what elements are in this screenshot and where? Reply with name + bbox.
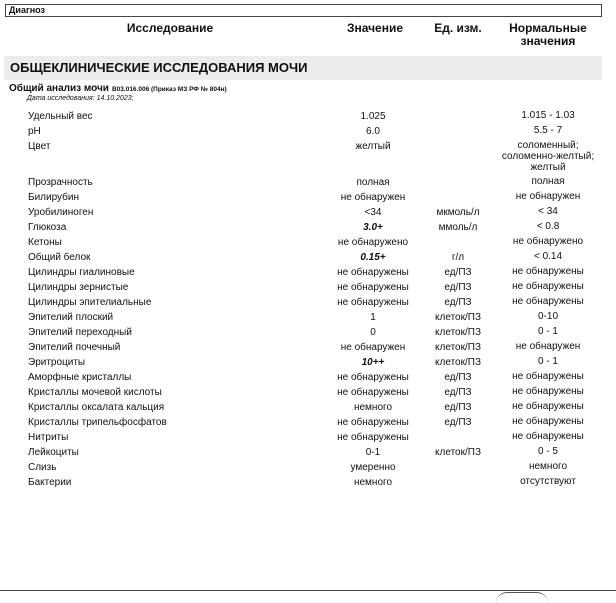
test-parameter-unit: г/л bbox=[451, 252, 465, 263]
test-parameter-name: Эпителий почечный bbox=[28, 342, 121, 353]
test-parameter-unit: клеток/ПЗ bbox=[435, 342, 481, 353]
test-parameter-norm: отсутствуют bbox=[520, 476, 576, 487]
test-parameter-norm: 0 - 1 bbox=[537, 326, 558, 337]
column-header-unit: Ед. изм. bbox=[434, 21, 482, 35]
test-parameter-value: 6.0 bbox=[366, 126, 380, 137]
test-parameter-norm: не обнаружены bbox=[512, 371, 584, 382]
section-title: ОБЩЕКЛИНИЧЕСКИЕ ИССЛЕДОВАНИЯ МОЧИ bbox=[4, 56, 602, 80]
test-parameter-name: pH bbox=[28, 126, 41, 137]
test-parameter-name: Эпителий переходный bbox=[28, 327, 132, 338]
test-parameter-unit: ед/ПЗ bbox=[444, 387, 472, 398]
table-row bbox=[0, 236, 616, 251]
test-parameter-name: Слизь bbox=[28, 462, 57, 473]
test-parameter-norm: не обнаружены bbox=[512, 281, 584, 292]
test-parameter-value: 1.025 bbox=[360, 111, 386, 122]
test-parameter-name: Цилиндры зернистые bbox=[28, 282, 129, 293]
test-parameter-value: немного bbox=[353, 402, 393, 413]
test-parameter-norm: немного bbox=[528, 461, 568, 472]
test-parameter-name: Нитриты bbox=[28, 432, 69, 443]
test-parameter-value: 3.0+ bbox=[363, 222, 383, 233]
test-parameter-name: Кристаллы трипельфосфатов bbox=[28, 417, 167, 428]
test-parameter-norm: < 34 bbox=[538, 206, 558, 217]
table-row bbox=[0, 311, 616, 326]
test-parameter-norm: 1.015 - 1.03 bbox=[521, 110, 575, 121]
test-parameter-value: желтый bbox=[355, 141, 391, 152]
test-parameter-name: Глюкоза bbox=[28, 222, 67, 233]
test-parameter-norm: не обнаружены bbox=[512, 296, 584, 307]
test-parameter-value: 1 bbox=[370, 312, 376, 323]
test-parameter-norm: не обнаружены bbox=[512, 401, 584, 412]
test-code: B03.016.006 (Приказ МЗ РФ № 804н) bbox=[111, 86, 227, 93]
test-parameter-value: немного bbox=[353, 477, 393, 488]
test-parameter-name: Кристаллы мочевой кислоты bbox=[28, 387, 162, 398]
test-parameter-name: Лейкоциты bbox=[28, 447, 79, 458]
test-title bbox=[9, 83, 227, 94]
test-parameter-norm: не обнаружены bbox=[512, 266, 584, 277]
test-parameter-norm: < 0.8 bbox=[536, 221, 560, 232]
test-parameter-unit: клеток/ПЗ bbox=[435, 327, 481, 338]
column-header-value: Значение bbox=[346, 21, 404, 35]
test-parameter-unit: ммоль/л bbox=[438, 222, 478, 233]
test-parameter-name: Билирубин bbox=[28, 192, 79, 203]
table-row bbox=[0, 140, 616, 173]
test-name: Общий анализ мочи bbox=[9, 83, 109, 94]
test-parameter-unit: ед/ПЗ bbox=[444, 282, 472, 293]
test-parameter-norm: 0 - 1 bbox=[537, 356, 558, 367]
test-parameter-unit: мкмоль/л bbox=[436, 207, 480, 218]
test-parameter-value: не обнаружены bbox=[337, 297, 409, 308]
test-parameter-value: не обнаружен bbox=[340, 342, 406, 353]
diagnosis-field bbox=[5, 4, 602, 17]
column-header-norm bbox=[498, 22, 598, 48]
diagnosis-label: Диагноз bbox=[9, 5, 45, 15]
table-row bbox=[0, 416, 616, 431]
table-row bbox=[0, 401, 616, 416]
test-parameter-value: не обнаружены bbox=[337, 387, 409, 398]
test-parameter-norm: не обнаружены bbox=[512, 416, 584, 427]
test-parameter-unit: клеток/ПЗ bbox=[435, 447, 481, 458]
test-parameter-norm: 0 - 5 bbox=[537, 446, 558, 457]
test-parameter-value: 0.15+ bbox=[360, 252, 386, 263]
test-parameter-unit: ед/ПЗ bbox=[444, 297, 472, 308]
test-parameter-value: не обнаружены bbox=[337, 417, 409, 428]
table-row bbox=[0, 221, 616, 236]
table-row bbox=[0, 461, 616, 476]
table-row bbox=[0, 191, 616, 206]
test-parameter-norm: 0-10 bbox=[537, 311, 558, 322]
test-parameter-value: полная bbox=[356, 177, 390, 188]
table-row bbox=[0, 371, 616, 386]
test-parameter-name: Бактерии bbox=[28, 477, 72, 488]
test-date: Дата исследования: 14.10.2023; bbox=[27, 95, 134, 102]
footer-divider bbox=[0, 590, 616, 591]
table-row bbox=[0, 431, 616, 446]
test-parameter-norm: не обнаружены bbox=[512, 431, 584, 442]
test-parameter-norm: полная bbox=[531, 176, 565, 187]
test-parameter-norm: не обнаружены bbox=[512, 386, 584, 397]
test-parameter-name: Цвет bbox=[28, 141, 51, 152]
test-parameter-name: Цилиндры эпителиальные bbox=[28, 297, 152, 308]
norm-header-line2: значения bbox=[520, 34, 576, 48]
test-parameter-unit: клеток/ПЗ bbox=[435, 357, 481, 368]
table-row bbox=[0, 281, 616, 296]
test-parameter-unit: ед/ПЗ bbox=[444, 417, 472, 428]
table-row bbox=[0, 176, 616, 191]
table-row bbox=[0, 251, 616, 266]
test-parameter-norm: не обнаружен bbox=[515, 341, 581, 352]
table-row bbox=[0, 446, 616, 461]
test-parameter-norm: < 0.14 bbox=[533, 251, 563, 262]
test-parameter-name: Прозрачность bbox=[28, 177, 93, 188]
table-row bbox=[0, 476, 616, 491]
test-parameter-value: не обнаружены bbox=[337, 282, 409, 293]
table-row bbox=[0, 125, 616, 140]
test-parameter-unit: ед/ПЗ bbox=[444, 267, 472, 278]
test-parameter-value: не обнаружено bbox=[337, 237, 409, 248]
table-row bbox=[0, 296, 616, 311]
test-parameter-unit: ед/ПЗ bbox=[444, 372, 472, 383]
test-parameter-value: не обнаружен bbox=[340, 192, 406, 203]
table-row bbox=[0, 266, 616, 281]
test-parameter-name: Эпителий плоский bbox=[28, 312, 114, 323]
test-parameter-value: не обнаружены bbox=[337, 432, 409, 443]
table-row bbox=[0, 386, 616, 401]
table-row bbox=[0, 341, 616, 356]
test-parameter-name: Кетоны bbox=[28, 237, 62, 248]
test-parameter-name: Цилиндры гиалиновые bbox=[28, 267, 135, 278]
test-parameter-value: 10++ bbox=[361, 357, 385, 368]
test-parameter-value: не обнаружены bbox=[337, 267, 409, 278]
test-parameter-norm: не обнаружен bbox=[515, 191, 581, 202]
footer-logo-arc bbox=[496, 592, 548, 603]
test-parameter-value: не обнаружены bbox=[337, 372, 409, 383]
column-header-study: Исследование bbox=[126, 21, 214, 35]
test-parameter-unit: клеток/ПЗ bbox=[435, 312, 481, 323]
norm-header-line1: Нормальные bbox=[509, 21, 587, 35]
test-parameter-name: Кристаллы оксалата кальция bbox=[28, 402, 165, 413]
test-parameter-unit: ед/ПЗ bbox=[444, 402, 472, 413]
test-parameter-name: Аморфные кристаллы bbox=[28, 372, 132, 383]
test-parameter-name: Общий белок bbox=[28, 252, 91, 263]
test-parameter-value: умеренно bbox=[350, 462, 396, 473]
test-parameter-name: Уробилиноген bbox=[28, 207, 94, 218]
test-parameter-norm: не обнаружено bbox=[512, 236, 584, 247]
test-parameter-name: Эритроциты bbox=[28, 357, 86, 368]
table-row bbox=[0, 326, 616, 341]
test-parameter-value: <34 bbox=[364, 207, 382, 218]
test-parameter-norm: соломенный; соломенно-желтый; желтый bbox=[501, 140, 595, 173]
table-row bbox=[0, 110, 616, 125]
test-parameter-value: 0-1 bbox=[365, 447, 381, 458]
test-parameter-value: 0 bbox=[370, 327, 376, 338]
table-row bbox=[0, 206, 616, 221]
table-row bbox=[0, 356, 616, 371]
test-parameter-name: Удельный вес bbox=[28, 111, 93, 122]
test-parameter-norm: 5.5 - 7 bbox=[533, 125, 563, 136]
